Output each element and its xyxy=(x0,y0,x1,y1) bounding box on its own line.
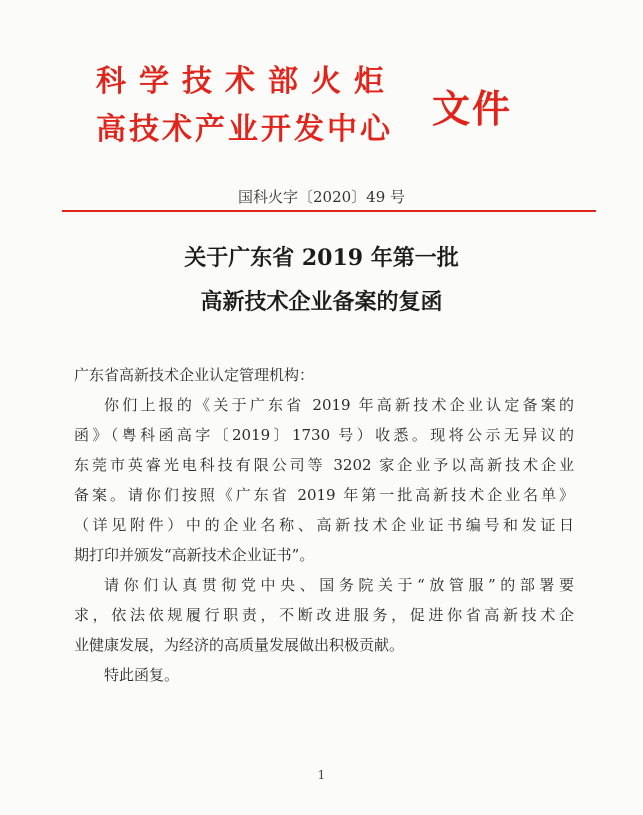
title-line2: 高新技术企业备案的复函 xyxy=(200,289,443,315)
closing-line: 特此函复。 xyxy=(104,666,180,684)
paragraph1-line: 函》（粤科函高字〔2019〕1730 号）收悉。现将公示无异议的 xyxy=(74,426,574,444)
organization-name-line2: 高技术产业开发中心 xyxy=(96,112,393,147)
document-title xyxy=(0,236,643,324)
paragraph1-line: 备案。请你们按照《广东省 2019 年第一批高新技术企业名单》 xyxy=(74,486,574,504)
document-body xyxy=(74,360,574,690)
organization-name-line1: 科学技术部火炬 xyxy=(96,64,397,99)
paragraph1-line: （详见附件）中的企业名称、高新技术企业证书编号和发证日 xyxy=(74,516,574,534)
paragraph2-line: 业健康发展，为经济的高质量发展做出积极贡献。 xyxy=(74,636,405,654)
paragraph1-line: 期打印并颁发“高新技术企业证书”。 xyxy=(74,546,315,564)
paragraph1-line: 东莞市英睿光电科技有限公司等 3202 家企业予以高新技术企业 xyxy=(74,456,574,474)
salutation: 广东省高新技术企业认定管理机构： xyxy=(74,366,315,384)
page-number: 1 xyxy=(317,768,326,782)
title-line1: 关于广东省 2019 年第一批 xyxy=(184,245,459,271)
document-number: 国科火字〔2020〕49 号 xyxy=(237,188,406,206)
document-type-label: 文件 xyxy=(432,86,513,131)
paragraph1-line: 你们上报的《关于广东省 2019 年高新技术企业认定备案的 xyxy=(104,396,574,414)
paragraph2-line: 求，依法依规履行职责，不断改进服务，促进你省高新技术企 xyxy=(74,606,574,624)
issuing-organization xyxy=(96,58,416,154)
paragraph2-line: 请你们认真贯彻党中央、国务院关于“放管服”的部署要 xyxy=(104,576,574,594)
red-divider-line xyxy=(62,210,596,212)
